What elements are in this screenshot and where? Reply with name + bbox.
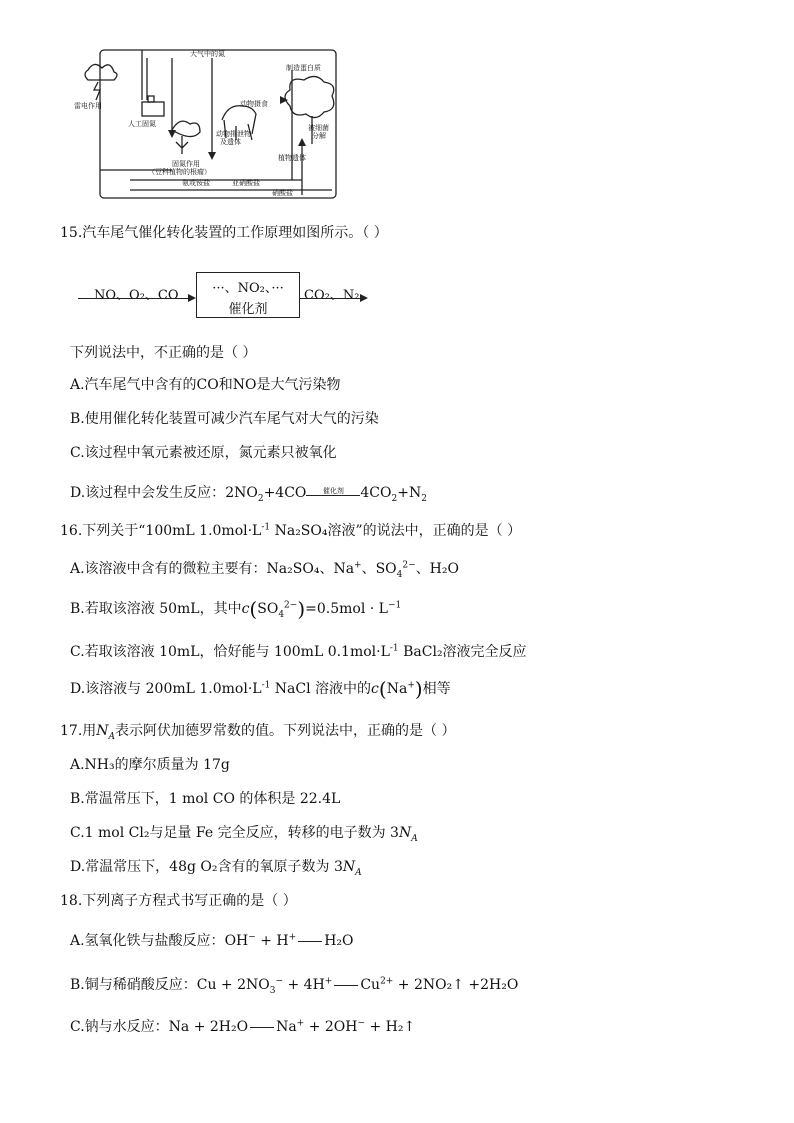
q15-flow-input: NO、O₂、CO xyxy=(94,288,179,303)
q17-option-d: D.常温常压下，48g O₂含有的氧原子数为 $3N_A$ xyxy=(70,859,362,878)
q18-option-b: B.铜与稀硝酸反应：$Cu + 2NO_3^- + 4H^+$ $Cu^{2+}$ + 2NO₂↑ +2H₂O xyxy=(70,976,519,996)
q15-flow-output: CO₂、N₂ xyxy=(304,288,360,303)
diagram-label-ammonium: 氨或铵盐 xyxy=(182,179,210,187)
q15-catalyst-box xyxy=(196,272,300,318)
q17-option-a: A.NH₃的摩尔质量为 17g xyxy=(70,757,230,773)
q15-option-c: C.该过程中氧元素被还原，氮元素只被氧化 xyxy=(70,445,337,461)
q16-stem: 16.下列关于“100mL $1.0mol\cdot L^{-1}$ Na₂SO₄溶液”的说法中，正确的是（ ） xyxy=(60,522,522,539)
q18-stem: 18.下列离子方程式书写正确的是（ ） xyxy=(60,893,297,909)
diagram-label-artificial: 人工固氮 xyxy=(128,120,156,128)
diagram-label-plant-remains: 植物遗体 xyxy=(278,154,306,162)
q15-flow-arrow-in xyxy=(78,298,194,299)
diagram-label-bacteria-2: 分解 xyxy=(312,132,326,140)
q15-option-a: A.汽车尾气中含有的CO和NO是大气污染物 xyxy=(70,377,341,393)
diagram-label-make-protein: 制造蛋白质 xyxy=(286,64,321,72)
q16-option-a: A.该溶液中含有的微粒主要有：Na₂SO₄、Na+、$SO_4^{2-}$、H₂O xyxy=(70,560,459,580)
q17-stem: 17.用$N_A$表示阿伏加德罗常数的值。下列说法中，正确的是（ ） xyxy=(60,723,456,742)
diagram-label-animal-intake: 动物摄食 xyxy=(240,100,268,108)
q15-stem: 15.汽车尾气催化转化装置的工作原理如图所示。（ ） xyxy=(60,225,388,241)
q15-box-bottom: 催化剂 xyxy=(228,302,268,317)
q15-prompt: 下列说法中，不正确的是（ ） xyxy=(70,345,257,361)
diagram-label-lightning: 雷电作用 xyxy=(74,102,102,110)
diagram-label-legume: （豆科植物的根瘤） xyxy=(148,168,211,176)
q15-flow-arrow-out xyxy=(300,298,366,299)
diagram-label-nitrite: 亚硝酸盐 xyxy=(232,179,260,187)
diagram-label-fixation: 固氮作用 xyxy=(172,160,200,168)
diagram-label-n2: 大气中的氮 xyxy=(190,50,225,58)
q16-option-c: C.若取该溶液 10mL，恰好能与 100mL $0.1mol\cdot L^{-1}$ BaCl₂溶液完全反应 xyxy=(70,643,527,660)
diagram-label-animal-waste-1: 动物排泄物 xyxy=(216,130,251,138)
q16-option-d: D.该溶液与 200mL $1.0mol\cdot L^{-1}$ NaCl 溶液中的c(Na+)相等 xyxy=(70,677,451,701)
q18-option-a: A.氢氧化铁与盐酸反应：OH− + H+ H₂O xyxy=(70,932,354,949)
catalyst-arrow: 催化剂 xyxy=(306,486,360,500)
q15-option-b: B.使用催化转化装置可减少汽车尾气对大气的污染 xyxy=(70,411,379,427)
q17-option-c: C.1 mol Cl₂与足量 Fe 完全反应，转移的电子数为 $3N_A$ xyxy=(70,825,418,844)
q18-option-c: C.钠与水反应：Na + 2H₂O Na+ + 2OH− + H₂↑ xyxy=(70,1018,416,1035)
q17-option-b: B.常温常压下，1 mol CO 的体积是 22.4L xyxy=(70,791,341,807)
diagram-label-nitrate: 硝酸盐 xyxy=(272,189,293,197)
q15-box-top: ···、NO₂、··· xyxy=(212,281,284,296)
nitrogen-cycle-diagram xyxy=(72,40,344,204)
diagram-label-animal-waste-2: 及遗体 xyxy=(220,138,241,146)
diagram-label-bacteria-1: 被细菌 xyxy=(308,124,329,132)
q16-option-b: B.若取该溶液 50mL，其中$c(SO_4^{2-})=0.5mol \cdot L^{-1}$ xyxy=(70,597,402,621)
q15-option-d: D.该过程中会发生反应：$2NO_2+4CO$ 催化剂 $4CO_2+N_2$ xyxy=(70,485,427,504)
